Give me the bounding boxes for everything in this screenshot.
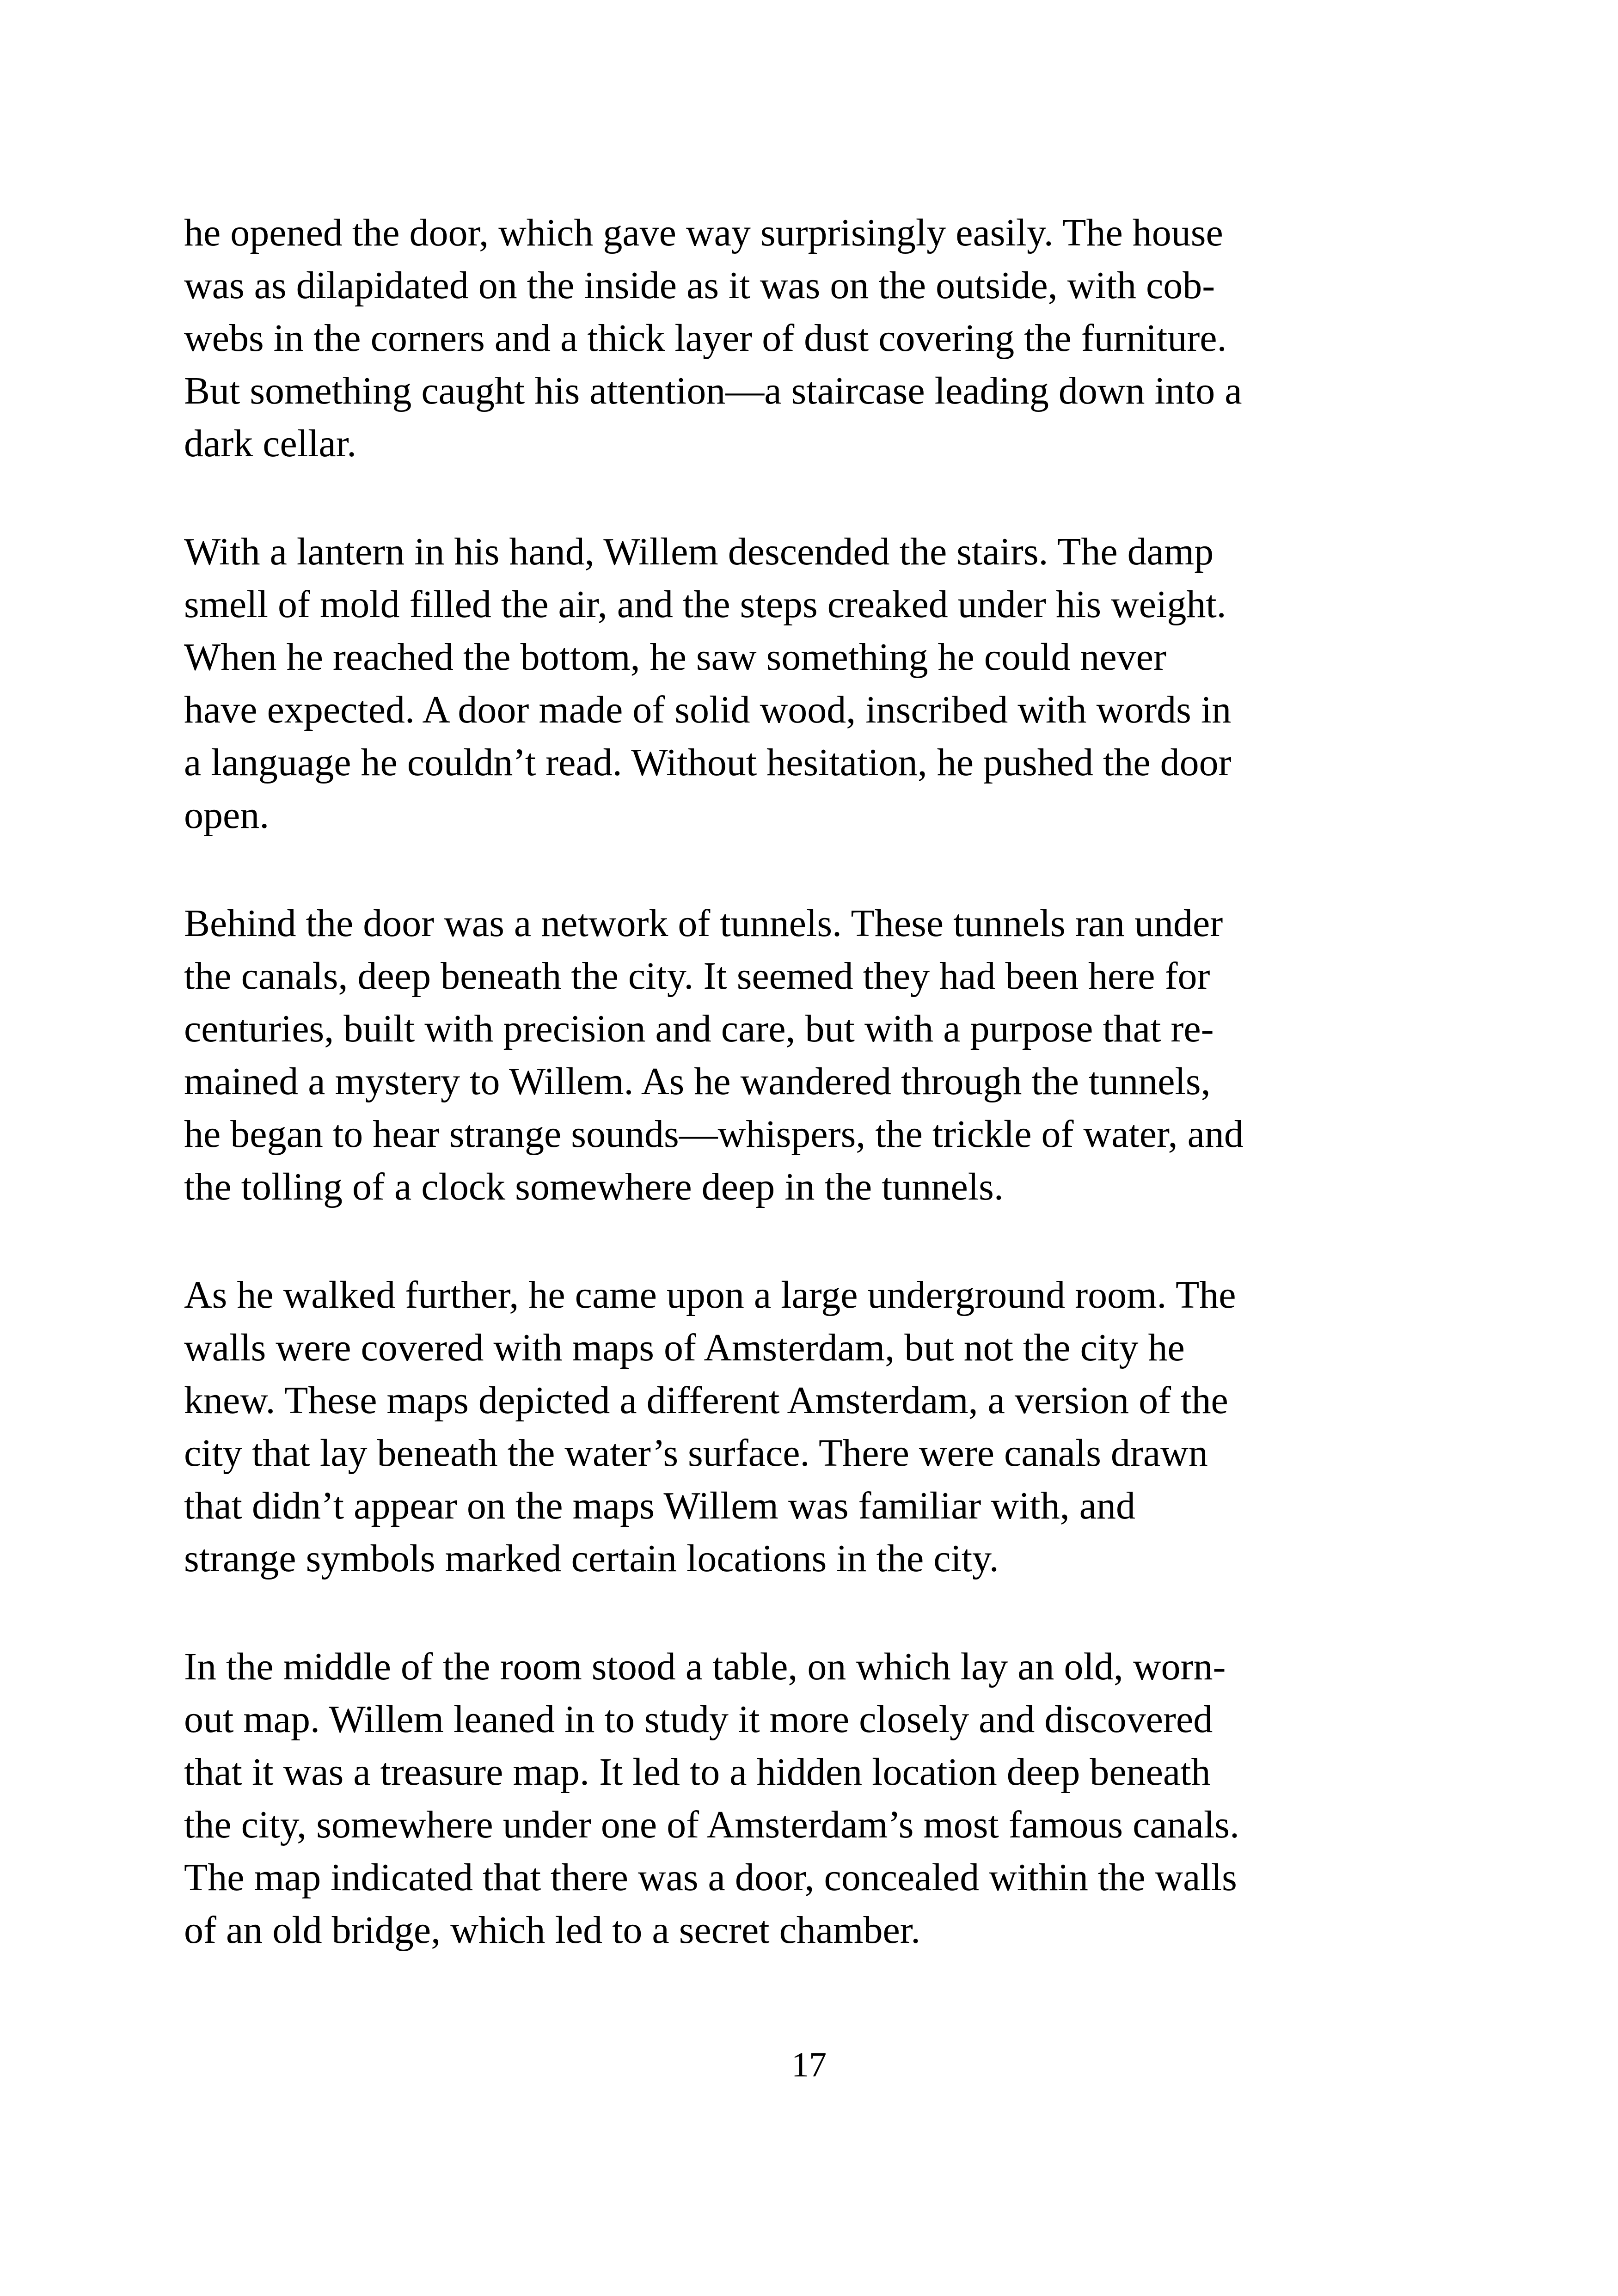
text-line: In the middle of the room stood a table, on which lay an old, worn-	[184, 1645, 1226, 1688]
text-line: a language he couldn’t read. Without hesitation, he pushed the door	[184, 741, 1232, 784]
text-line: knew. These maps depicted a different Amsterdam, a version of the	[184, 1379, 1228, 1422]
text-line: When he reached the bottom, he saw something he could never	[184, 636, 1166, 679]
text-line: that it was a treasure map. It led to a hidden location deep beneath	[184, 1751, 1211, 1794]
paragraph-3	[184, 897, 1244, 1213]
text-line: the tolling of a clock somewhere deep in the tunnels.	[184, 1165, 1004, 1208]
text-line: he began to hear strange sounds—whispers, the trickle of water, and	[184, 1113, 1244, 1156]
text-line: walls were covered with maps of Amsterdam, but not the city he	[184, 1326, 1185, 1369]
text-line: centuries, built with precision and care, but with a purpose that re-	[184, 1007, 1214, 1050]
page-number: 17	[791, 2045, 827, 2084]
text-line: The map indicated that there was a door, concealed within the walls	[184, 1856, 1237, 1899]
text-line: With a lantern in his hand, Willem descended the stairs. The damp	[184, 530, 1214, 573]
text-line: he opened the door, which gave way surprisingly easily. The house	[184, 211, 1223, 254]
text-line: that didn’t appear on the maps Willem was familiar with, and	[184, 1484, 1135, 1527]
text-line: out map. Willem leaned in to study it more closely and discovered	[184, 1698, 1213, 1741]
text-line: the canals, deep beneath the city. It seemed they had been here for	[184, 955, 1210, 998]
text-line: smell of mold filled the air, and the steps creaked under his weight.	[184, 583, 1226, 626]
paragraph-1	[184, 207, 1242, 470]
text-line: the city, somewhere under one of Amsterdam’s most famous canals.	[184, 1803, 1239, 1846]
text-line: have expected. A door made of solid wood, inscribed with words in	[184, 688, 1232, 731]
text-line: dark cellar.	[184, 422, 357, 465]
paragraph-4	[184, 1269, 1236, 1585]
text-line: open.	[184, 794, 270, 837]
text-line: Behind the door was a network of tunnels. These tunnels ran under	[184, 902, 1223, 945]
text-line: As he walked further, he came upon a large underground room. The	[184, 1274, 1236, 1316]
text-line: of an old bridge, which led to a secret chamber.	[184, 1909, 921, 1952]
text-line: webs in the corners and a thick layer of dust covering the furniture.	[184, 317, 1227, 360]
text-line: was as dilapidated on the inside as it was on the outside, with cob-	[184, 264, 1215, 307]
paragraph-5	[184, 1641, 1239, 1957]
paragraph-2	[184, 526, 1232, 842]
text-line: mained a mystery to Willem. As he wandered through the tunnels,	[184, 1060, 1211, 1103]
text-line: But something caught his attention—a staircase leading down into a	[184, 369, 1242, 412]
text-line: strange symbols marked certain locations in the city.	[184, 1537, 999, 1580]
text-line: city that lay beneath the water’s surface. There were canals drawn	[184, 1432, 1208, 1475]
